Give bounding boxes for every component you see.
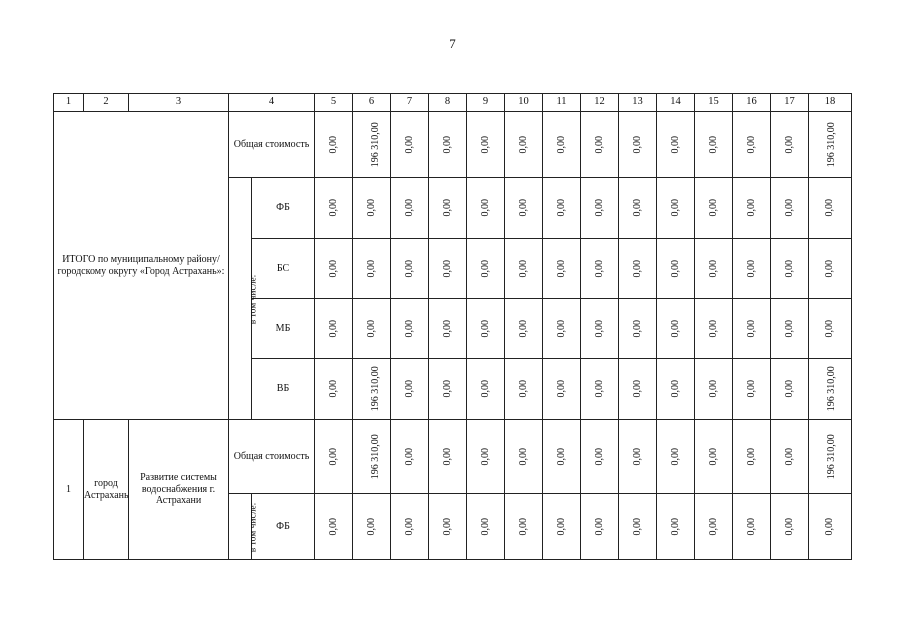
value-text: 0,00 <box>327 259 339 278</box>
value-text: 0,00 <box>517 380 529 398</box>
value-cell <box>505 420 543 494</box>
header-cell: 3 <box>129 94 229 112</box>
value-text: 0,00 <box>824 319 836 338</box>
value-cell <box>695 112 733 178</box>
value-cell <box>315 494 353 560</box>
value-cell <box>733 359 771 420</box>
value-text: 0,00 <box>669 199 681 217</box>
value-cell <box>809 299 852 359</box>
value-cell <box>657 494 695 560</box>
value-text: 196 310,00 <box>825 122 837 167</box>
value-text: 0,00 <box>479 199 491 217</box>
item1-place: город Астрахань <box>84 478 129 501</box>
value-text: 0,00 <box>327 199 339 217</box>
value-text: 0,00 <box>403 319 415 338</box>
value-cell <box>467 239 505 299</box>
value-cell <box>505 299 543 359</box>
value-text: 0,00 <box>403 259 415 278</box>
value-text: 0,00 <box>824 517 836 536</box>
value-text: 0,00 <box>707 447 719 466</box>
value-text: 0,00 <box>479 135 491 154</box>
value-cell <box>733 112 771 178</box>
value-cell <box>391 494 429 560</box>
value-cell <box>315 112 353 178</box>
value-text: 0,00 <box>669 135 681 154</box>
header-cell: 9 <box>467 94 505 112</box>
header-cell: 6 <box>353 94 391 112</box>
value-text: 0,00 <box>517 135 529 154</box>
header-cell: 10 <box>505 94 543 112</box>
value-cell <box>695 494 733 560</box>
value-text: 0,00 <box>593 447 605 466</box>
including-cell <box>229 178 259 420</box>
value-cell <box>353 494 391 560</box>
value-cell <box>467 299 505 359</box>
value-cell <box>809 239 852 299</box>
value-text: 0,00 <box>555 517 567 536</box>
value-cell <box>619 239 657 299</box>
value-cell <box>315 420 353 494</box>
value-text: 196 310,00 <box>369 122 381 167</box>
value-text: 0,00 <box>824 199 836 217</box>
value-cell <box>391 178 429 239</box>
value-cell <box>467 178 505 239</box>
header-cell: 2 <box>84 94 129 112</box>
value-text: 0,00 <box>517 199 529 217</box>
value-cell <box>657 420 695 494</box>
value-cell <box>429 299 467 359</box>
value-cell <box>657 359 695 420</box>
value-cell <box>429 112 467 178</box>
header-cell: 8 <box>429 94 467 112</box>
item1-place-cell <box>84 420 129 560</box>
value-text: 0,00 <box>745 447 757 466</box>
value-text: 0,00 <box>555 319 567 338</box>
total-title: ИТОГО по муниципальному району/городскому округу «Город Астрахань»: <box>57 254 225 277</box>
value-text: 0,00 <box>403 517 415 536</box>
value-cell <box>353 359 391 420</box>
value-text: 0,00 <box>745 319 757 338</box>
value-cell <box>543 178 581 239</box>
header-cell: 13 <box>619 94 657 112</box>
value-cell <box>467 494 505 560</box>
value-cell <box>733 420 771 494</box>
value-cell <box>391 359 429 420</box>
value-text: 0,00 <box>593 259 605 278</box>
value-cell <box>581 112 619 178</box>
value-text: 0,00 <box>783 135 795 154</box>
value-cell <box>315 239 353 299</box>
value-cell <box>771 359 809 420</box>
value-cell <box>505 112 543 178</box>
value-cell <box>619 420 657 494</box>
value-cell <box>619 178 657 239</box>
header-cell: 17 <box>771 94 809 112</box>
value-cell <box>505 239 543 299</box>
vb-label: ВБ <box>252 359 315 420</box>
value-text: 0,00 <box>593 135 605 154</box>
value-cell <box>505 359 543 420</box>
value-text: 0,00 <box>669 259 681 278</box>
value-text: 0,00 <box>365 517 377 536</box>
value-text: 0,00 <box>403 199 415 217</box>
bs-label: БС <box>252 239 315 299</box>
value-text: 0,00 <box>441 319 453 338</box>
value-text: 0,00 <box>327 517 339 536</box>
value-text: 0,00 <box>441 517 453 536</box>
value-text: 0,00 <box>745 199 757 217</box>
value-text: 0,00 <box>555 447 567 466</box>
value-cell <box>771 299 809 359</box>
value-cell <box>771 178 809 239</box>
value-text: 0,00 <box>327 135 339 154</box>
value-cell <box>809 112 852 178</box>
value-cell <box>543 112 581 178</box>
value-text: 0,00 <box>479 319 491 338</box>
value-text: 0,00 <box>707 319 719 338</box>
value-cell <box>429 494 467 560</box>
value-cell <box>695 239 733 299</box>
header-cell: 18 <box>809 94 852 112</box>
value-text: 0,00 <box>669 517 681 536</box>
value-text: 0,00 <box>631 135 643 154</box>
value-text: 0,00 <box>441 135 453 154</box>
header-cell: 11 <box>543 94 581 112</box>
value-text: 0,00 <box>479 447 491 466</box>
item1-total-row <box>54 420 852 494</box>
total-title-cell <box>54 112 229 420</box>
value-cell <box>809 178 852 239</box>
item1-number: 1 <box>54 420 84 560</box>
item1-name: Развитие системы водоснабжения г. Астрахани <box>140 472 217 507</box>
budget-table <box>53 93 852 560</box>
value-text: 0,00 <box>403 135 415 154</box>
value-text: 0,00 <box>745 380 757 398</box>
value-cell <box>733 178 771 239</box>
value-text: 0,00 <box>441 380 453 398</box>
value-cell <box>657 178 695 239</box>
value-cell <box>657 112 695 178</box>
value-cell <box>695 299 733 359</box>
value-cell <box>809 359 852 420</box>
value-text: 0,00 <box>327 380 339 398</box>
value-text: 0,00 <box>707 199 719 217</box>
value-cell <box>581 239 619 299</box>
value-cell <box>391 239 429 299</box>
value-text: 0,00 <box>517 517 529 536</box>
value-text: 0,00 <box>669 319 681 338</box>
value-text: 0,00 <box>745 135 757 154</box>
value-text: 0,00 <box>631 447 643 466</box>
value-cell <box>315 299 353 359</box>
value-text: 0,00 <box>555 259 567 278</box>
item1-name-cell <box>129 420 229 560</box>
value-text: 0,00 <box>707 135 719 154</box>
value-cell <box>771 420 809 494</box>
header-row <box>54 94 852 112</box>
value-cell <box>391 299 429 359</box>
value-cell <box>733 494 771 560</box>
value-text: 0,00 <box>441 447 453 466</box>
including-label: в том числе: <box>248 502 259 552</box>
value-text: 0,00 <box>555 380 567 398</box>
page-number: 7 <box>449 36 456 51</box>
header-cell: 7 <box>391 94 429 112</box>
value-cell <box>771 494 809 560</box>
header-cell: 16 <box>733 94 771 112</box>
value-cell <box>467 112 505 178</box>
value-text: 0,00 <box>783 199 795 217</box>
value-text: 0,00 <box>479 380 491 398</box>
total-cost-row <box>54 112 852 178</box>
value-text: 0,00 <box>631 199 643 217</box>
value-text: 0,00 <box>555 199 567 217</box>
value-text: 0,00 <box>707 380 719 398</box>
including-label: в том числе: <box>248 274 259 324</box>
value-text: 0,00 <box>631 517 643 536</box>
value-cell <box>581 494 619 560</box>
value-cell <box>505 178 543 239</box>
value-cell <box>353 112 391 178</box>
fb-label: ФБ <box>252 178 315 239</box>
value-text: 0,00 <box>517 259 529 278</box>
header-cell: 15 <box>695 94 733 112</box>
item1-fb-label: ФБ <box>252 494 315 560</box>
value-text: 0,00 <box>517 319 529 338</box>
value-text: 0,00 <box>707 517 719 536</box>
value-text: 0,00 <box>441 199 453 217</box>
value-text: 0,00 <box>745 259 757 278</box>
value-cell <box>429 359 467 420</box>
value-cell <box>543 420 581 494</box>
mb-label: МБ <box>252 299 315 359</box>
value-cell <box>619 299 657 359</box>
value-cell <box>809 420 852 494</box>
value-text: 196 310,00 <box>369 366 381 412</box>
value-text: 0,00 <box>327 447 339 466</box>
value-text: 0,00 <box>631 259 643 278</box>
value-cell <box>581 299 619 359</box>
value-cell <box>467 420 505 494</box>
value-text: 0,00 <box>441 259 453 278</box>
value-text: 0,00 <box>593 319 605 338</box>
value-cell <box>809 494 852 560</box>
value-cell <box>657 299 695 359</box>
value-cell <box>429 178 467 239</box>
value-cell <box>353 420 391 494</box>
value-text: 0,00 <box>517 447 529 466</box>
value-text: 0,00 <box>745 517 757 536</box>
value-text: 0,00 <box>365 199 377 217</box>
value-cell <box>619 112 657 178</box>
value-text: 0,00 <box>403 447 415 466</box>
header-cell: 4 <box>229 94 315 112</box>
item1-total-cost-label: Общая стоимость <box>229 420 315 494</box>
value-text: 0,00 <box>327 319 339 338</box>
header-cell: 5 <box>315 94 353 112</box>
value-text: 0,00 <box>783 259 795 278</box>
value-text: 0,00 <box>783 447 795 466</box>
value-cell <box>695 359 733 420</box>
value-cell <box>581 420 619 494</box>
total-cost-label: Общая стоимость <box>229 112 315 178</box>
value-text: 0,00 <box>365 319 377 338</box>
value-text: 0,00 <box>365 259 377 278</box>
value-cell <box>733 239 771 299</box>
value-text: 0,00 <box>631 380 643 398</box>
value-cell <box>315 359 353 420</box>
value-text: 196 310,00 <box>825 434 837 479</box>
value-text: 0,00 <box>403 380 415 398</box>
value-cell <box>429 239 467 299</box>
value-cell <box>619 359 657 420</box>
value-cell <box>543 299 581 359</box>
value-cell <box>353 239 391 299</box>
value-cell <box>771 112 809 178</box>
value-cell <box>543 494 581 560</box>
value-text: 0,00 <box>555 135 567 154</box>
value-text: 0,00 <box>669 447 681 466</box>
header-cell: 14 <box>657 94 695 112</box>
value-cell <box>429 420 467 494</box>
value-cell <box>657 239 695 299</box>
value-text: 0,00 <box>593 380 605 398</box>
value-cell <box>467 359 505 420</box>
value-cell <box>619 494 657 560</box>
header-cell: 1 <box>54 94 84 112</box>
value-cell <box>391 420 429 494</box>
value-cell <box>733 299 771 359</box>
value-text: 0,00 <box>707 259 719 278</box>
value-text: 0,00 <box>593 517 605 536</box>
value-text: 0,00 <box>669 380 681 398</box>
value-cell <box>543 359 581 420</box>
value-cell <box>353 178 391 239</box>
value-text: 0,00 <box>783 517 795 536</box>
value-text: 0,00 <box>479 259 491 278</box>
value-text: 0,00 <box>824 259 836 278</box>
header-cell: 12 <box>581 94 619 112</box>
value-cell <box>581 359 619 420</box>
value-text: 0,00 <box>479 517 491 536</box>
including-cell <box>229 494 259 560</box>
value-cell <box>581 178 619 239</box>
value-text: 196 310,00 <box>825 366 837 412</box>
value-text: 0,00 <box>593 199 605 217</box>
value-cell <box>391 112 429 178</box>
value-cell <box>543 239 581 299</box>
value-cell <box>353 299 391 359</box>
value-cell <box>505 494 543 560</box>
value-text: 0,00 <box>783 319 795 338</box>
value-text: 196 310,00 <box>369 434 381 479</box>
value-cell <box>771 239 809 299</box>
value-cell <box>695 178 733 239</box>
value-text: 0,00 <box>783 380 795 398</box>
value-cell <box>695 420 733 494</box>
value-cell <box>315 178 353 239</box>
value-text: 0,00 <box>631 319 643 338</box>
